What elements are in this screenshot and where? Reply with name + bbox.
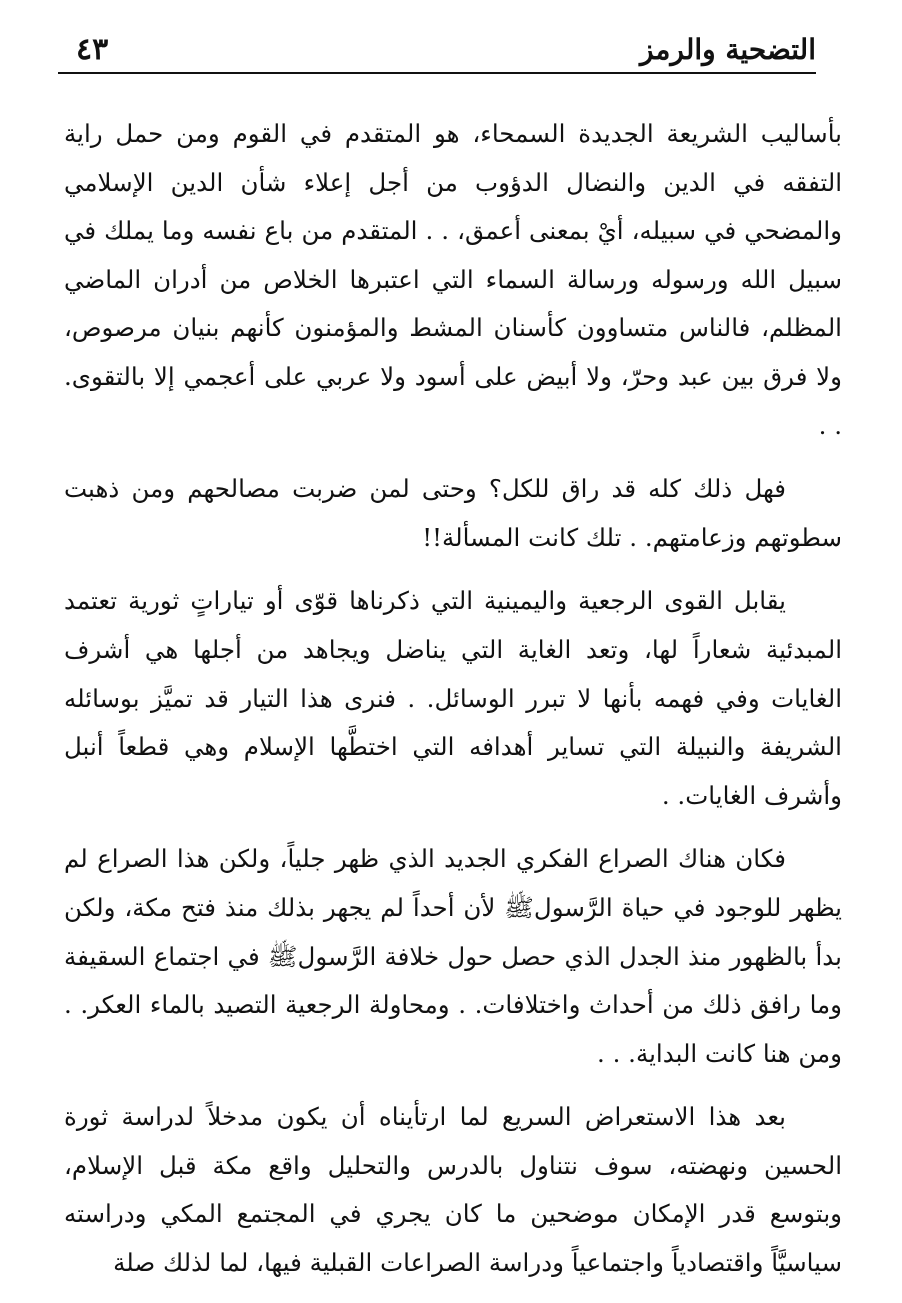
page-number: ٤٣ xyxy=(76,32,109,67)
paragraph-5: بعد هذا الاستعراض السريع لما ارتأيناه أن يكون مدخلاً لدراسة ثورة الحسين ونهضته، سوف نتناول بالدرس والتحليل واقع مكة قبل الإسلام، وبتوسع قدر الإمكان موضحين ما كان يجري في المجتمع المكي ودراسته سياسيَّاً واقتصادياً واجتماعياً ودراسة الصراعات القبلية فيها، لما لذلك صلة xyxy=(64,1102,842,1278)
paragraph-3: يقابل القوى الرجعية واليمينية التي ذكرناها قوّى أو تياراتٍ ثورية تعتمد المبدئية شعاراً لها، وتعد الغاية التي يناضل ويجاهد من أجلها هي أشرف الغايات وفي فهمه بأنها لا تبرر الوسائل. . فنرى هذا التيار قد تميَّز بوسائله الشريفة والنبيلة التي تساير أهدافه التي اختطَّها الإسلام وهي قطعاً أنبل وأشرف الغايات. . xyxy=(64,586,842,810)
running-header xyxy=(58,30,816,74)
page-body xyxy=(64,110,842,1303)
paragraph-2: فهل ذلك كله قد راق للكل؟ وحتى لمن ضربت مصالحهم ومن ذهبت سطوتهم وزعامتهم. . تلك كانت المسألة!! xyxy=(64,474,842,552)
chapter-title: التضحية والرمز xyxy=(639,33,816,66)
paragraph-4: فكان هناك الصراع الفكري الجديد الذي ظهر جلياً، ولكن هذا الصراع لم يظهر للوجود في حياة الرَّسولﷺ لأن أحداً لم يجهر بذلك منذ فتح مكة، ولكن بدأ بالظهور منذ الجدل الذي حصل حول خلافة الرَّسولﷺ في اجتماع السقيفة وما رافق ذلك من أحداث واختلافات. . ومحاولة الرجعية التصيد بالماء العكر. . ومن هنا كانت البداية. . . xyxy=(64,844,842,1068)
header-rule xyxy=(58,72,816,74)
paragraph-1: بأساليب الشريعة الجديدة السمحاء، هو المتقدم في القوم ومن حمل راية التفقه في الدين والنضال الدؤوب من أجل إعلاء شأن الدين الإسلامي والمضحي في سبيله، أيْ بمعنى أعمق، . . المتقدم من باع نفسه وما يملك في سبيل الله ورسوله ورسالة السماء التي اعتبرها الخلاص من أدران الماضي المظلم، فالناس متساوون كأسنان المشط والمؤمنون كأنهم بنيان مرصوص، ولا فرق بين عبد وحرّ، ولا أبيض على أسود ولا عربي على أعجمي إلا بالتقوى. . . xyxy=(64,119,842,440)
